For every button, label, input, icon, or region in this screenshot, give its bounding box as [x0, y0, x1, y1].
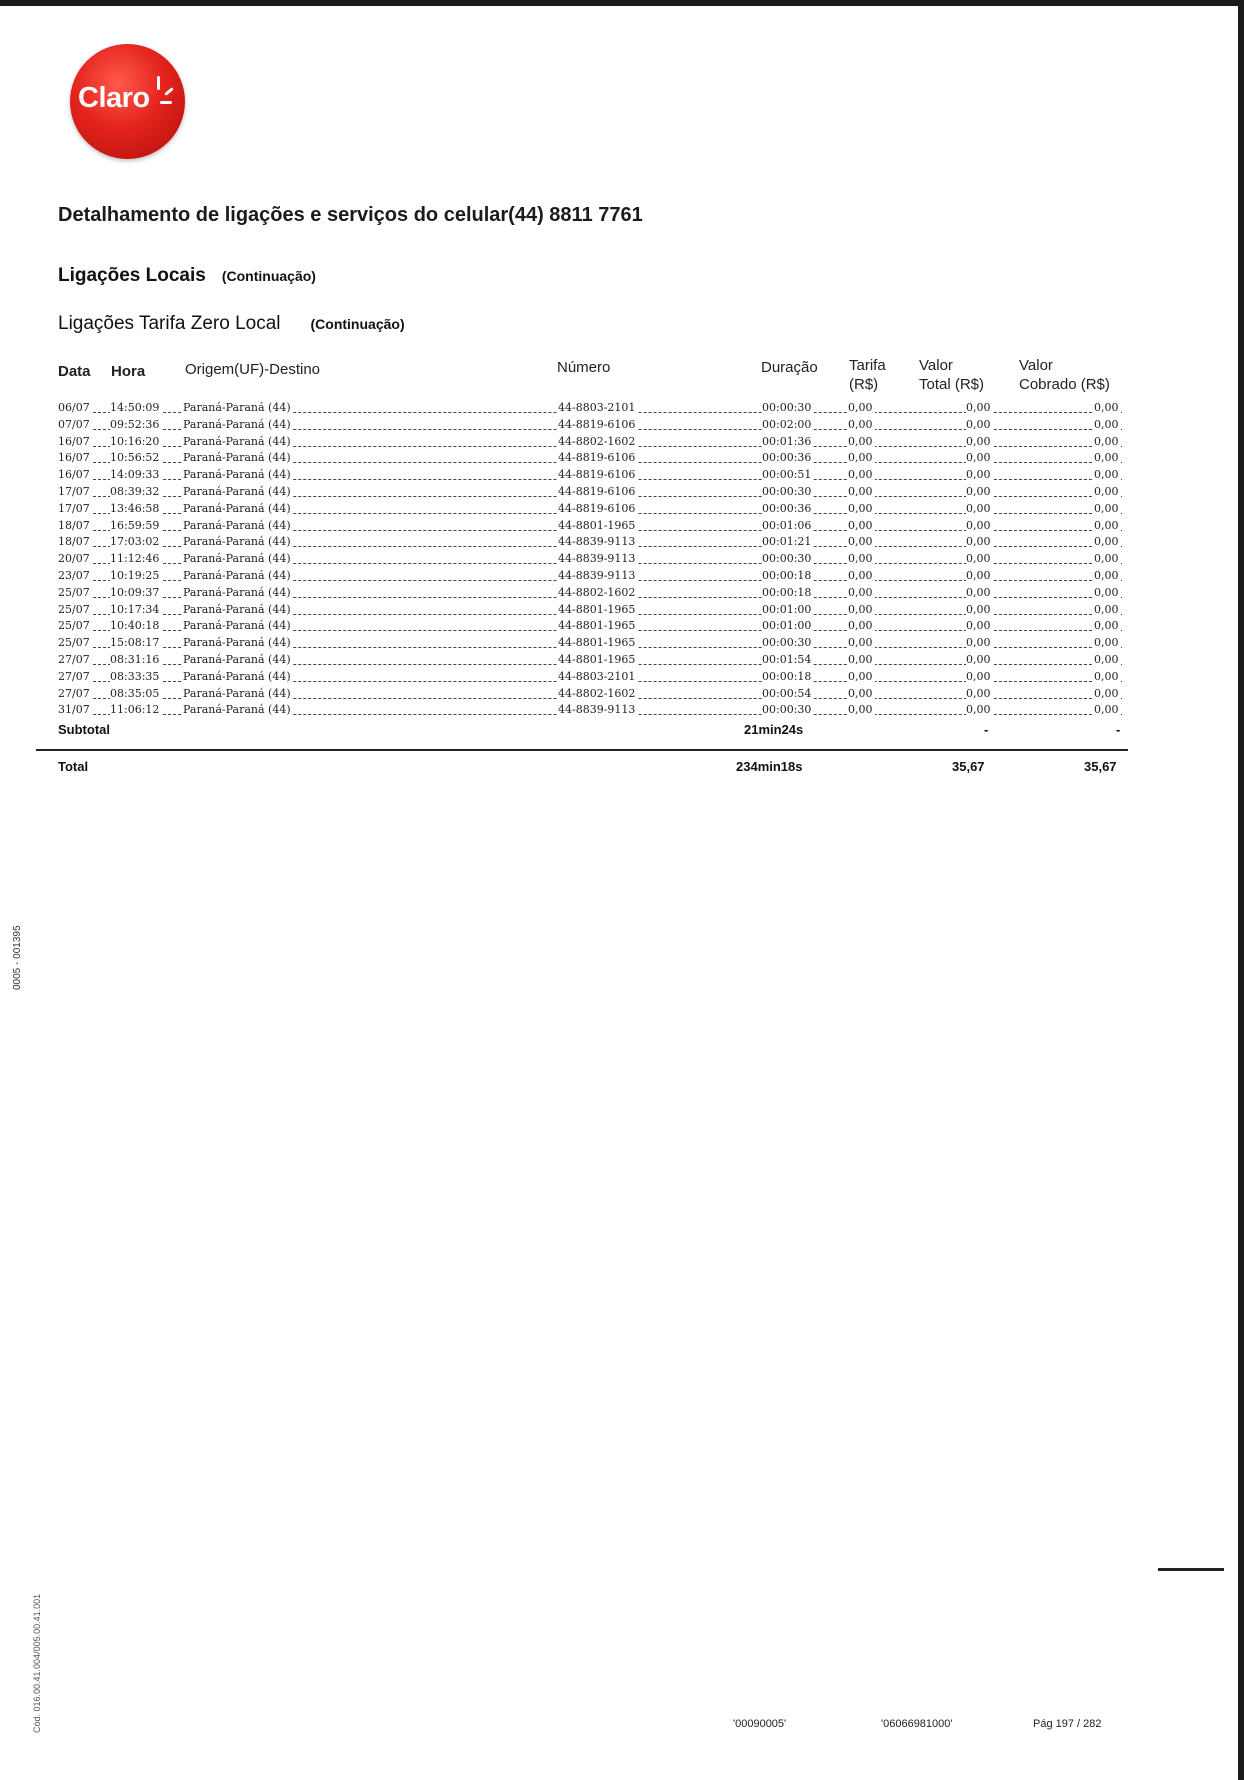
col-header-numero: Número — [557, 359, 611, 376]
row-valor-total: 0,00 — [966, 401, 991, 414]
row-hora: 13:46:58 — [110, 501, 160, 515]
row-tarifa: 0,00 — [848, 686, 873, 700]
subtotal-duracao: 21min24s — [744, 722, 804, 737]
row-hora: 15:08:17 — [110, 636, 160, 650]
row-origem: Paraná-Paraná (44) — [183, 518, 291, 532]
row-valor-total: 0,00 — [966, 636, 991, 650]
row-hora: 10:40:18 — [110, 619, 160, 633]
row-valor-total: 0,00 — [966, 569, 991, 582]
row-hora: 11:12:46 — [110, 552, 160, 566]
row-numero: 44-8839-9113 — [558, 703, 636, 717]
row-date: 25/07 — [58, 619, 90, 633]
col-header-tarifa-line2: (R$) — [849, 376, 879, 393]
row-date: 16/07 — [58, 451, 90, 465]
table-row — [58, 635, 1122, 652]
row-valor-cobrado: 0,00 — [1094, 417, 1119, 431]
col-header-valor-cobrado — [1019, 356, 1110, 394]
col-header-valor-total — [919, 356, 984, 394]
row-duracao: 00:01:36 — [762, 434, 812, 448]
total-valor-total: 35,67 — [952, 759, 985, 774]
row-numero: 44-8819-6106 — [558, 417, 636, 431]
row-hora: 08:33:35 — [110, 669, 160, 683]
row-origem: Paraná-Paraná (44) — [183, 451, 291, 465]
row-hora: 11:06:12 — [110, 703, 160, 717]
row-numero: 44-8801-1965 — [558, 518, 636, 532]
row-date: 25/07 — [58, 602, 90, 616]
subtotal-label: Subtotal — [58, 722, 110, 737]
row-duracao: 00:00:30 — [762, 703, 812, 717]
row-numero: 44-8819-6106 — [558, 501, 636, 515]
row-numero: 44-8801-1965 — [558, 602, 636, 616]
total-valor-cobrado: 35,67 — [1084, 759, 1117, 774]
subtotal-valor-total: - — [984, 722, 989, 737]
claro-logo — [70, 44, 185, 159]
row-origem: Paraná-Paraná (44) — [183, 501, 291, 515]
row-numero: 44-8839-9113 — [558, 569, 636, 582]
margin-mark — [1158, 1568, 1224, 1571]
col-header-data: Data — [58, 363, 91, 380]
row-numero: 44-8819-6106 — [558, 468, 636, 482]
table-row — [58, 551, 1122, 568]
row-origem: Paraná-Paraná (44) — [183, 585, 291, 599]
table-row — [58, 400, 1122, 417]
row-date: 18/07 — [58, 535, 90, 549]
row-valor-cobrado: 0,00 — [1094, 535, 1119, 549]
row-date: 17/07 — [58, 485, 90, 498]
col-header-valor-cobrado-line2: Cobrado (R$) — [1019, 376, 1110, 393]
logo-text: Claro — [78, 82, 150, 114]
row-tarifa: 0,00 — [848, 535, 873, 549]
row-duracao: 00:00:51 — [762, 468, 812, 482]
side-form-code: Cód. 016.00.41.004/005.00.41.001 — [32, 1593, 42, 1733]
row-date: 07/07 — [58, 417, 90, 431]
table-row — [58, 518, 1122, 535]
logo-ray — [164, 87, 174, 96]
row-origem: Paraná-Paraná (44) — [183, 602, 291, 616]
row-valor-total: 0,00 — [966, 585, 991, 599]
row-duracao: 00:00:30 — [762, 552, 812, 566]
footer-code-1: '00090005' — [733, 1718, 787, 1730]
row-duracao: 00:00:30 — [762, 485, 812, 498]
row-valor-cobrado: 0,00 — [1094, 518, 1119, 532]
total-separator — [36, 749, 1128, 751]
row-date: 31/07 — [58, 703, 90, 717]
row-date: 23/07 — [58, 569, 90, 582]
footer-code-2: '06066981000' — [881, 1718, 953, 1730]
row-valor-cobrado: 0,00 — [1094, 434, 1119, 448]
row-numero: 44-8819-6106 — [558, 485, 636, 498]
total-duracao: 234min18s — [736, 759, 803, 774]
row-numero: 44-8802-1602 — [558, 434, 636, 448]
row-duracao: 00:00:18 — [762, 669, 812, 683]
row-tarifa: 0,00 — [848, 653, 873, 666]
col-header-hora: Hora — [111, 363, 146, 380]
row-hora: 09:52:36 — [110, 417, 160, 431]
row-numero: 44-8803-2101 — [558, 401, 636, 414]
row-valor-total: 0,00 — [966, 535, 991, 549]
table-row — [58, 652, 1122, 669]
row-numero: 44-8801-1965 — [558, 653, 636, 666]
row-valor-total: 0,00 — [966, 434, 991, 448]
row-numero: 44-8802-1602 — [558, 585, 636, 599]
row-valor-cobrado: 0,00 — [1094, 451, 1119, 465]
row-tarifa: 0,00 — [848, 585, 873, 599]
row-valor-cobrado: 0,00 — [1094, 501, 1119, 515]
row-tarifa: 0,00 — [848, 401, 873, 414]
section-ligacoes-locais — [58, 265, 316, 287]
table-row — [58, 702, 1122, 719]
row-duracao: 00:00:18 — [762, 585, 812, 599]
row-origem: Paraná-Paraná (44) — [183, 653, 291, 666]
row-duracao: 00:00:36 — [762, 451, 812, 465]
row-hora: 08:31:16 — [110, 653, 160, 666]
table-row — [58, 417, 1122, 434]
table-row — [58, 534, 1122, 551]
row-duracao: 00:00:54 — [762, 686, 812, 700]
row-valor-cobrado: 0,00 — [1094, 552, 1119, 566]
row-origem: Paraná-Paraná (44) — [183, 703, 291, 717]
row-tarifa: 0,00 — [848, 636, 873, 650]
row-hora: 17:03:02 — [110, 535, 160, 549]
row-valor-total: 0,00 — [966, 485, 991, 498]
row-valor-total: 0,00 — [966, 619, 991, 633]
row-origem: Paraná-Paraná (44) — [183, 417, 291, 431]
row-date: 27/07 — [58, 653, 90, 666]
row-numero: 44-8839-9113 — [558, 552, 636, 566]
row-origem: Paraná-Paraná (44) — [183, 401, 291, 414]
footer-page: Pág 197 / 282 — [1033, 1718, 1102, 1730]
row-numero: 44-8801-1965 — [558, 619, 636, 633]
row-valor-total: 0,00 — [966, 501, 991, 515]
row-tarifa: 0,00 — [848, 451, 873, 465]
row-valor-cobrado: 0,00 — [1094, 585, 1119, 599]
row-valor-cobrado: 0,00 — [1094, 686, 1119, 700]
table-row — [58, 568, 1122, 585]
row-valor-total: 0,00 — [966, 653, 991, 666]
row-duracao: 00:01:06 — [762, 518, 812, 532]
row-hora: 16:59:59 — [110, 518, 160, 532]
row-duracao: 00:01:00 — [762, 602, 812, 616]
row-tarifa: 0,00 — [848, 518, 873, 532]
row-tarifa: 0,00 — [848, 619, 873, 633]
row-duracao: 00:00:36 — [762, 501, 812, 515]
row-origem: Paraná-Paraná (44) — [183, 686, 291, 700]
side-code: 0005 - 001395 — [12, 925, 23, 990]
section-label: Ligações Tarifa Zero Local — [58, 313, 281, 334]
row-valor-cobrado: 0,00 — [1094, 401, 1119, 414]
row-date: 17/07 — [58, 501, 90, 515]
table-row — [58, 602, 1122, 619]
col-header-valor-total-line2: Total (R$) — [919, 376, 985, 393]
row-valor-cobrado: 0,00 — [1094, 569, 1119, 582]
row-valor-cobrado: 0,00 — [1094, 636, 1119, 650]
row-numero: 44-8819-6106 — [558, 451, 636, 465]
row-hora: 10:56:52 — [110, 451, 160, 465]
row-origem: Paraná-Paraná (44) — [183, 552, 291, 566]
row-origem: Paraná-Paraná (44) — [183, 468, 291, 482]
col-header-tarifa — [849, 356, 886, 394]
row-origem: Paraná-Paraná (44) — [183, 636, 291, 650]
row-valor-cobrado: 0,00 — [1094, 468, 1119, 482]
row-valor-total: 0,00 — [966, 703, 991, 717]
logo-ray — [160, 101, 172, 104]
table-row — [58, 501, 1122, 518]
row-tarifa: 0,00 — [848, 569, 873, 582]
row-date: 20/07 — [58, 552, 90, 566]
row-hora: 08:35:05 — [110, 686, 160, 700]
row-valor-cobrado: 0,00 — [1094, 619, 1119, 633]
row-origem: Paraná-Paraná (44) — [183, 669, 291, 683]
row-tarifa: 0,00 — [848, 468, 873, 482]
row-numero: 44-8803-2101 — [558, 669, 636, 683]
row-valor-total: 0,00 — [966, 451, 991, 465]
row-origem: Paraná-Paraná (44) — [183, 535, 291, 549]
table-row — [58, 484, 1122, 501]
row-hora: 10:17:34 — [110, 602, 160, 616]
row-origem: Paraná-Paraná (44) — [183, 619, 291, 633]
col-header-origem: Origem(UF)-Destino — [185, 361, 321, 378]
row-valor-cobrado: 0,00 — [1094, 653, 1119, 666]
row-tarifa: 0,00 — [848, 434, 873, 448]
row-date: 06/07 — [58, 401, 90, 414]
row-valor-total: 0,00 — [966, 602, 991, 616]
row-valor-cobrado: 0,00 — [1094, 602, 1119, 616]
col-header-valor-cobrado-line1: Valor — [1019, 357, 1053, 374]
col-header-valor-total-line1: Valor — [919, 357, 953, 374]
section-note: (Continuação) — [221, 268, 316, 284]
row-origem: Paraná-Paraná (44) — [183, 434, 291, 448]
section-label: Ligações Locais — [58, 265, 206, 286]
row-valor-total: 0,00 — [966, 468, 991, 482]
row-tarifa: 0,00 — [848, 602, 873, 616]
page-title: Detalhamento de ligações e serviços do celular(44) 8811 7761 — [58, 204, 643, 226]
row-hora: 14:50:09 — [110, 401, 160, 414]
col-header-tarifa-line1: Tarifa — [849, 357, 886, 374]
table-row — [58, 450, 1122, 467]
row-duracao: 00:01:54 — [762, 653, 812, 666]
row-date: 16/07 — [58, 468, 90, 482]
col-header-duracao: Duração — [761, 359, 818, 376]
row-valor-total: 0,00 — [966, 417, 991, 431]
row-hora: 14:09:33 — [110, 468, 160, 482]
row-duracao: 00:00:30 — [762, 401, 812, 414]
row-valor-cobrado: 0,00 — [1094, 703, 1119, 717]
row-tarifa: 0,00 — [848, 417, 873, 431]
row-date: 25/07 — [58, 636, 90, 650]
row-valor-total: 0,00 — [966, 552, 991, 566]
row-numero: 44-8801-1965 — [558, 636, 636, 650]
table-row — [58, 686, 1122, 703]
row-origem: Paraná-Paraná (44) — [183, 485, 291, 498]
row-duracao: 00:01:21 — [762, 535, 812, 549]
row-valor-cobrado: 0,00 — [1094, 485, 1119, 498]
table-row — [58, 585, 1122, 602]
row-valor-total: 0,00 — [966, 518, 991, 532]
table-row — [58, 467, 1122, 484]
row-hora: 10:19:25 — [110, 569, 160, 582]
row-valor-total: 0,00 — [966, 686, 991, 700]
row-duracao: 00:02:00 — [762, 417, 812, 431]
subtotal-valor-cobrado: - — [1116, 722, 1121, 737]
row-date: 27/07 — [58, 669, 90, 683]
row-valor-cobrado: 0,00 — [1094, 669, 1119, 683]
row-date: 25/07 — [58, 585, 90, 599]
row-hora: 08:39:32 — [110, 485, 160, 498]
logo-ray — [157, 76, 160, 90]
row-duracao: 00:00:30 — [762, 636, 812, 650]
row-duracao: 00:00:18 — [762, 569, 812, 582]
row-date: 18/07 — [58, 518, 90, 532]
table-row — [58, 618, 1122, 635]
row-tarifa: 0,00 — [848, 485, 873, 498]
row-numero: 44-8802-1602 — [558, 686, 636, 700]
row-tarifa: 0,00 — [848, 703, 873, 717]
row-date: 16/07 — [58, 434, 90, 448]
row-numero: 44-8839-9113 — [558, 535, 636, 549]
row-duracao: 00:01:00 — [762, 619, 812, 633]
row-tarifa: 0,00 — [848, 552, 873, 566]
row-date: 27/07 — [58, 686, 90, 700]
row-origem: Paraná-Paraná (44) — [183, 569, 291, 582]
row-hora: 10:16:20 — [110, 434, 160, 448]
table-row — [58, 434, 1122, 451]
row-valor-total: 0,00 — [966, 669, 991, 683]
table-row — [58, 669, 1122, 686]
total-label: Total — [58, 759, 89, 774]
row-tarifa: 0,00 — [848, 669, 873, 683]
row-tarifa: 0,00 — [848, 501, 873, 515]
row-hora: 10:09:37 — [110, 585, 160, 599]
section-note: (Continuação) — [310, 316, 405, 332]
section-tarifa-zero — [58, 313, 405, 335]
